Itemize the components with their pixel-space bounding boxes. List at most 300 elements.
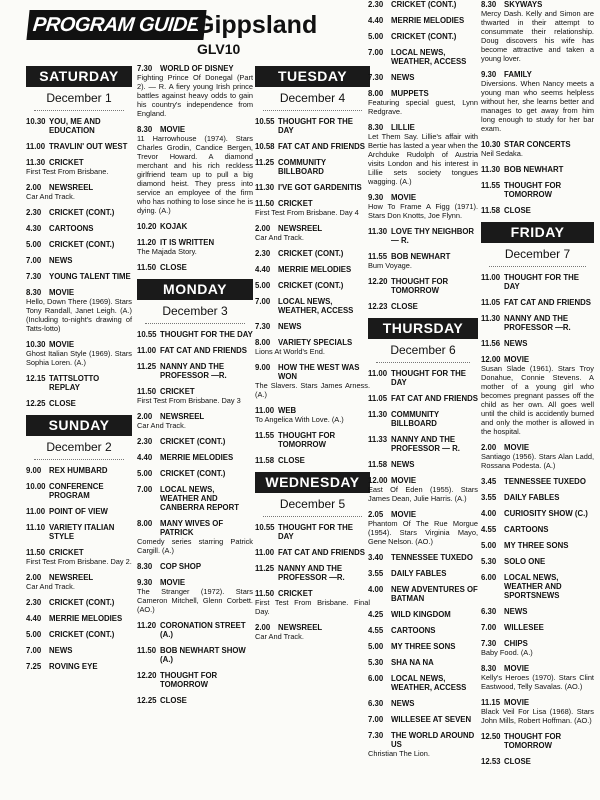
program-time: 4.30 xyxy=(26,224,42,233)
program-listing xyxy=(368,410,478,428)
program-title: THOUGHT FOR TOMORROW xyxy=(504,181,562,199)
program-title: CLOSE xyxy=(160,696,187,705)
program-title: MERRIE MELODIES xyxy=(278,265,352,274)
program-title: WORLD OF DISNEY xyxy=(160,64,234,73)
program-description: First Test From Brisbane. xyxy=(26,167,109,176)
program-listing xyxy=(255,406,370,424)
program-listing xyxy=(26,142,132,151)
program-time: 6.30 xyxy=(368,699,384,708)
program-heading xyxy=(137,263,253,272)
program-listing xyxy=(481,541,594,550)
program-description: Car And Track. xyxy=(255,233,304,242)
program-time: 10.55 xyxy=(255,523,275,532)
program-listing xyxy=(368,585,478,603)
program-heading xyxy=(255,183,370,192)
program-heading xyxy=(255,322,370,331)
program-title: THOUGHT FOR TOMORROW xyxy=(504,732,562,750)
day-date: December 5 xyxy=(279,497,346,511)
program-description: 11 Harrowhouse (1974). Stars Charles Grodin, Candice Bergen, Trevor Howard. A diamond merchant and his rich reckless girlfriend team up to pull a big diamond heist. They press into service an employee of the firm who has nothing to lose since he is dying. (A.) xyxy=(137,134,253,215)
program-listing xyxy=(26,614,132,623)
program-heading xyxy=(26,548,132,557)
day-header: SUNDAY xyxy=(26,415,132,436)
program-heading xyxy=(137,646,253,664)
program-time: 11.50 xyxy=(255,199,275,208)
program-listing xyxy=(255,363,370,399)
program-title: NEWS xyxy=(504,339,528,348)
program-heading xyxy=(481,573,594,600)
program-heading xyxy=(255,623,370,632)
program-heading xyxy=(368,32,478,41)
program-heading xyxy=(481,732,594,750)
date-divider xyxy=(489,266,586,267)
program-listing xyxy=(26,272,132,281)
program-heading xyxy=(368,89,478,98)
program-title: THOUGHT FOR TOMORROW xyxy=(160,671,218,689)
program-listing xyxy=(481,273,594,291)
program-time: 2.05 xyxy=(368,510,384,519)
program-time: 2.30 xyxy=(26,598,42,607)
program-time: 9.00 xyxy=(26,466,42,475)
program-heading xyxy=(481,298,594,307)
program-heading xyxy=(481,623,594,632)
program-listing xyxy=(481,477,594,486)
program-time: 7.30 xyxy=(137,64,153,73)
program-listing xyxy=(255,158,370,176)
program-heading xyxy=(26,614,132,623)
program-title: NEWS xyxy=(49,256,73,265)
program-title: I'VE GOT GARDENITIS xyxy=(278,183,362,192)
program-heading xyxy=(481,314,594,332)
program-title: NANNY AND THE PROFESSOR — R. xyxy=(391,435,460,453)
program-time: 11.00 xyxy=(137,346,157,355)
program-description: How To Frame A Figg (1971). Stars Don Knotts, Joe Flynn. xyxy=(368,202,478,220)
program-time: 12.00 xyxy=(368,476,388,485)
program-listing xyxy=(255,523,370,541)
date-divider xyxy=(34,110,124,111)
program-title: NANNY AND THE PROFESSOR —R. xyxy=(160,362,227,380)
program-listing xyxy=(368,658,478,667)
program-time: 11.50 xyxy=(255,589,275,598)
program-heading xyxy=(368,410,478,428)
program-title: ROVING EYE xyxy=(49,662,98,671)
program-time: 10.55 xyxy=(255,117,275,126)
program-title: MOVIE xyxy=(391,476,417,485)
program-time: 11.30 xyxy=(481,314,501,323)
program-title: CRICKET (CONT.) xyxy=(160,469,226,478)
program-time: 12.53 xyxy=(481,757,501,766)
program-time: 11.20 xyxy=(137,238,157,247)
program-time: 11.30 xyxy=(255,183,275,192)
program-time: 4.00 xyxy=(481,509,497,518)
program-time: 11.10 xyxy=(26,523,46,532)
program-time: 7.00 xyxy=(255,297,271,306)
program-time: 5.00 xyxy=(255,281,271,290)
program-listing xyxy=(137,263,253,272)
program-time: 11.50 xyxy=(137,387,157,396)
program-time: 8.00 xyxy=(137,519,153,528)
program-time: 9.30 xyxy=(368,193,384,202)
program-time: 11.50 xyxy=(26,548,46,557)
program-heading xyxy=(26,482,132,500)
program-title: MUPPETS xyxy=(391,89,429,98)
program-title: YOU, ME AND EDUCATION xyxy=(49,117,101,135)
program-heading xyxy=(481,206,594,215)
program-description: Let Them Say. Lillie's affair with Bertie has lasted a year when the Archduke Rudolph of Austria visits London and his interest in Lillie sets society tongues wagging. (A.) xyxy=(368,132,478,186)
program-description: The Slavers. Stars James Arness. (A.) xyxy=(255,381,370,399)
program-listing xyxy=(368,89,478,116)
program-title: SKYWAYS xyxy=(504,0,543,9)
program-heading xyxy=(255,249,370,258)
program-time: 12.15 xyxy=(26,374,46,383)
program-heading xyxy=(26,240,132,249)
program-title: NEWS xyxy=(504,607,528,616)
program-time: 11.00 xyxy=(255,548,275,557)
program-listing xyxy=(26,548,132,566)
day-date: December 4 xyxy=(279,91,346,105)
program-description: First Test From Brisbane. Final Day. xyxy=(255,598,370,616)
program-title: NEWS xyxy=(49,646,73,655)
program-time: 5.00 xyxy=(26,630,42,639)
program-title: LOCAL NEWS, WEATHER, ACCESS xyxy=(391,48,467,66)
program-heading xyxy=(368,715,478,724)
program-heading xyxy=(255,431,370,449)
program-listing xyxy=(26,208,132,217)
program-title: NEWSREEL xyxy=(278,623,323,632)
program-heading xyxy=(481,557,594,566)
program-heading xyxy=(481,165,594,174)
program-listing xyxy=(481,757,594,766)
program-title: CRICKET (CONT.) xyxy=(160,437,226,446)
program-time: 7.30 xyxy=(368,731,384,740)
program-listing xyxy=(481,639,594,657)
program-heading xyxy=(26,466,132,475)
program-title: NEWSREEL xyxy=(160,412,205,421)
program-time: 2.30 xyxy=(255,249,271,258)
program-time: 11.25 xyxy=(255,564,275,573)
program-listing xyxy=(368,16,478,25)
program-time: 11.58 xyxy=(368,460,388,469)
program-heading xyxy=(137,671,253,689)
program-listing xyxy=(137,125,253,215)
program-listing xyxy=(255,142,370,151)
program-title: MOVIE xyxy=(391,193,417,202)
program-title: THOUGHT FOR THE DAY xyxy=(504,273,579,291)
program-heading xyxy=(368,302,478,311)
program-time: 8.30 xyxy=(137,125,153,134)
program-description: Kelly's Heroes (1970). Stars Clint Eastwood, Telly Savalas. (AO.) xyxy=(481,673,594,691)
program-title: SOLO ONE xyxy=(504,557,546,566)
program-listing xyxy=(26,183,132,201)
program-time: 3.55 xyxy=(481,493,497,502)
program-description: Black Veil For Lisa (1968). Stars John Mills, Robert Hoffman. (AO.) xyxy=(481,707,594,725)
program-title: FAT CAT AND FRIENDS xyxy=(278,142,365,151)
program-listing xyxy=(137,671,253,689)
program-listing xyxy=(137,64,253,118)
program-time: 11.15 xyxy=(481,698,501,707)
program-listing xyxy=(368,699,478,708)
region-title: Gippsland xyxy=(195,11,318,39)
program-description: Car And Track. xyxy=(255,632,304,641)
guide-column-4 xyxy=(368,0,478,765)
program-title: COP SHOP xyxy=(160,562,202,571)
program-listing xyxy=(368,123,478,186)
program-heading xyxy=(368,476,478,485)
program-time: 8.30 xyxy=(26,288,42,297)
guide-column-3 xyxy=(255,64,370,648)
program-description: The Stranger (1972). Stars Cameron Mitchell, Glenn Corbett. (AO.) xyxy=(137,587,253,614)
program-time: 7.00 xyxy=(368,48,384,57)
program-listing xyxy=(368,731,478,758)
program-title: FAT CAT AND FRIENDS xyxy=(504,298,591,307)
program-time: 8.30 xyxy=(137,562,153,571)
program-heading xyxy=(26,646,132,655)
program-time: 11.56 xyxy=(481,339,501,348)
program-description: Baby Food. (A.) xyxy=(481,648,533,657)
program-listing xyxy=(368,0,478,9)
program-time: 7.00 xyxy=(368,715,384,724)
program-listing xyxy=(26,466,132,475)
program-heading xyxy=(368,0,478,9)
program-time: 7.30 xyxy=(481,639,497,648)
program-title: CHIPS xyxy=(504,639,528,648)
program-heading xyxy=(137,562,253,571)
program-description: The Majada Story. xyxy=(137,247,197,256)
program-title: MANY WIVES OF PATRICK xyxy=(160,519,224,537)
program-heading xyxy=(368,394,478,403)
program-heading xyxy=(26,598,132,607)
program-title: CARTOONS xyxy=(391,626,436,635)
program-title: CARTOONS xyxy=(49,224,94,233)
program-time: 2.00 xyxy=(26,183,42,192)
program-title: CLOSE xyxy=(504,206,531,215)
program-listing xyxy=(26,399,132,408)
program-time: 5.30 xyxy=(481,557,497,566)
program-heading xyxy=(255,523,370,541)
program-listing xyxy=(26,573,132,591)
program-title: CRICKET xyxy=(160,387,195,396)
program-listing xyxy=(481,165,594,174)
program-listing xyxy=(137,696,253,705)
program-description: Santiago (1956). Stars Alan Ladd, Rossana Podesta. (A.) xyxy=(481,452,594,470)
program-heading xyxy=(368,658,478,667)
program-heading xyxy=(368,277,478,295)
program-heading xyxy=(26,158,132,167)
program-time: 8.30 xyxy=(481,0,497,9)
program-heading xyxy=(368,16,478,25)
program-title: NEWS xyxy=(278,322,302,331)
program-title: NEWS xyxy=(391,73,415,82)
program-heading xyxy=(368,569,478,578)
day-date: December 6 xyxy=(390,343,456,357)
program-time: 5.00 xyxy=(137,469,153,478)
program-time: 6.00 xyxy=(368,674,384,683)
program-listing xyxy=(481,70,594,133)
program-heading xyxy=(26,523,132,541)
program-listing xyxy=(26,224,132,233)
program-title: MERRIE MELODIES xyxy=(49,614,123,623)
program-title: BOB NEWHART SHOW (A.) xyxy=(160,646,246,664)
program-title: LOCAL NEWS, WEATHER AND SPORTSNEWS xyxy=(504,573,562,600)
program-guide-logo: PROGRAM GUIDE xyxy=(26,10,206,40)
program-time: 5.00 xyxy=(368,32,384,41)
program-listing xyxy=(481,557,594,566)
program-title: THOUGHT FOR TOMORROW xyxy=(391,277,449,295)
program-time: 4.55 xyxy=(368,626,384,635)
program-listing xyxy=(481,206,594,215)
program-listing xyxy=(368,277,478,295)
program-title: REX HUMBARD xyxy=(49,466,108,475)
program-time: 11.30 xyxy=(481,165,501,174)
program-heading xyxy=(481,70,594,79)
program-time: 11.25 xyxy=(137,362,157,371)
program-heading xyxy=(368,642,478,651)
date-divider xyxy=(263,110,362,111)
program-listing xyxy=(481,298,594,307)
program-heading xyxy=(26,399,132,408)
program-title: POINT OF VIEW xyxy=(49,507,108,516)
program-heading xyxy=(481,541,594,550)
program-heading xyxy=(255,117,370,135)
program-title: MOVIE xyxy=(504,443,530,452)
day-header: WEDNESDAY xyxy=(255,472,370,493)
program-heading xyxy=(137,453,253,462)
program-heading xyxy=(26,272,132,281)
program-listing xyxy=(26,240,132,249)
program-listing xyxy=(255,117,370,135)
program-heading xyxy=(481,355,594,364)
program-time: 2.30 xyxy=(368,0,384,9)
program-time: 4.40 xyxy=(137,453,153,462)
guide-column-2 xyxy=(137,64,253,712)
program-listing xyxy=(481,698,594,725)
program-title: CORONATION STREET (A.) xyxy=(160,621,246,639)
program-listing xyxy=(481,732,594,750)
program-listing xyxy=(137,621,253,639)
program-heading xyxy=(255,456,370,465)
program-title: WILLESEE xyxy=(504,623,544,632)
program-heading xyxy=(368,193,478,202)
program-heading xyxy=(368,48,478,66)
program-heading xyxy=(481,525,594,534)
program-heading xyxy=(481,607,594,616)
program-heading xyxy=(368,123,478,132)
program-listing xyxy=(368,674,478,692)
program-title: IT IS WRITTEN xyxy=(160,238,215,247)
program-time: 4.40 xyxy=(26,614,42,623)
program-listing xyxy=(137,362,253,380)
program-listing xyxy=(481,443,594,470)
program-time: 9.30 xyxy=(137,578,153,587)
program-listing xyxy=(255,281,370,290)
program-listing xyxy=(481,573,594,600)
program-heading xyxy=(481,0,594,9)
program-heading xyxy=(481,140,594,149)
program-title: DAILY FABLES xyxy=(391,569,447,578)
program-title: FAT CAT AND FRIENDS xyxy=(160,346,247,355)
program-title: THOUGHT FOR TOMORROW xyxy=(278,431,336,449)
program-title: VARIETY SPECIALS xyxy=(278,338,353,347)
program-title: TENNESSEE TUXEDO xyxy=(391,553,473,562)
program-time: 4.40 xyxy=(255,265,271,274)
program-title: CRICKET (CONT.) xyxy=(49,630,115,639)
program-heading xyxy=(26,224,132,233)
program-time: 11.00 xyxy=(481,273,501,282)
program-time: 4.00 xyxy=(368,585,384,594)
program-time: 8.30 xyxy=(481,664,497,673)
program-listing xyxy=(255,297,370,315)
program-time: 12.25 xyxy=(137,696,157,705)
program-heading xyxy=(137,437,253,446)
program-time: 10.30 xyxy=(26,340,46,349)
program-listing xyxy=(137,453,253,462)
program-listing xyxy=(26,646,132,655)
program-listing xyxy=(481,181,594,199)
program-heading xyxy=(368,510,478,519)
program-title: NANNY AND THE PROFESSOR —R. xyxy=(504,314,571,332)
program-listing xyxy=(481,607,594,616)
program-heading xyxy=(137,362,253,380)
program-title: NEWSREEL xyxy=(49,573,94,582)
program-description: Comedy series starring Patrick Cargill. (A.) xyxy=(137,537,253,555)
program-heading xyxy=(137,469,253,478)
program-heading xyxy=(481,757,594,766)
program-listing xyxy=(368,715,478,724)
program-listing xyxy=(368,302,478,311)
program-title: MOVIE xyxy=(160,578,186,587)
program-time: 10.58 xyxy=(255,142,275,151)
program-title: BOB NEWHART xyxy=(391,252,451,261)
program-time: 11.30 xyxy=(368,227,388,236)
program-title: NEWSREEL xyxy=(49,183,94,192)
program-title: DAILY FABLES xyxy=(504,493,560,502)
program-title: BOB NEWHART xyxy=(504,165,564,174)
program-time: 3.45 xyxy=(481,477,497,486)
program-listing xyxy=(26,662,132,671)
program-heading xyxy=(26,117,132,135)
program-title: WILD KINGDOM xyxy=(391,610,451,619)
program-listing xyxy=(255,548,370,557)
program-description: Diversions. When Nancy meets a young man who seems helpless without her, she learns better and manages to get away from him long enough to study for her bar exam. xyxy=(481,79,594,133)
program-title: THOUGHT FOR THE DAY xyxy=(160,330,253,339)
program-title: LOCAL NEWS, WEATHER, ACCESS xyxy=(391,674,467,692)
program-heading xyxy=(481,181,594,199)
program-listing xyxy=(481,509,594,518)
program-listing xyxy=(481,314,594,332)
program-time: 7.25 xyxy=(26,662,42,671)
program-listing xyxy=(255,249,370,258)
program-title: NEWS xyxy=(391,460,415,469)
program-title: MOVIE xyxy=(391,510,417,519)
program-title: CURIOSITY SHOW (C.) xyxy=(504,509,588,518)
program-heading xyxy=(481,273,594,291)
program-heading xyxy=(137,519,253,537)
program-title: THOUGHT FOR THE DAY xyxy=(278,117,353,135)
program-listing xyxy=(137,387,253,405)
day-header: THURSDAY xyxy=(368,318,478,339)
program-listing xyxy=(137,238,253,256)
program-description: Car And Track. xyxy=(26,192,75,201)
program-listing xyxy=(368,510,478,546)
program-description: Lions At World's End. xyxy=(255,347,325,356)
day-date: December 3 xyxy=(162,304,228,318)
program-title: FAT CAT AND FRIENDS xyxy=(278,548,365,557)
program-heading xyxy=(255,199,370,208)
program-listing xyxy=(481,140,594,158)
program-listing xyxy=(368,610,478,619)
program-heading xyxy=(481,509,594,518)
program-title: CLOSE xyxy=(391,302,418,311)
program-time: 2.30 xyxy=(137,437,153,446)
